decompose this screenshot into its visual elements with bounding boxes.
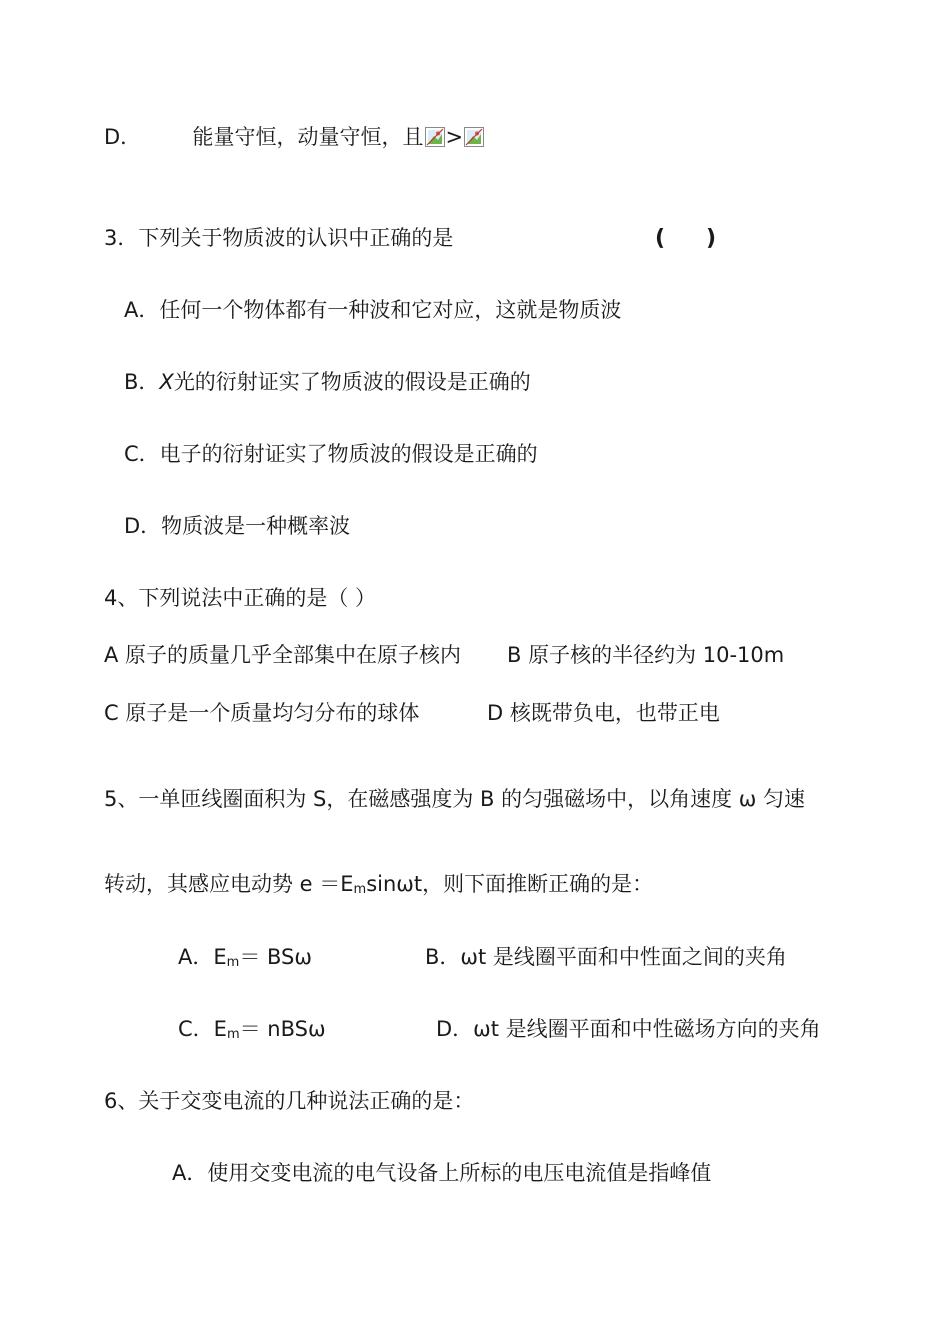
q3-option-b xyxy=(124,370,531,395)
broken-image-icon xyxy=(425,127,445,147)
q3-option-b-letter: B． xyxy=(124,370,160,394)
q6-option-a: A．使用交变电流的电气设备上所标的电压电流值是指峰值 xyxy=(172,1161,712,1185)
q2-option-d xyxy=(104,125,485,150)
q5-option-b: B．ωt 是线圈平面和中性面之间的夹角 xyxy=(425,945,787,969)
q3-option-a: A．任何一个物体都有一种波和它对应，这就是物质波 xyxy=(124,298,622,322)
q2-option-d-letter: D． xyxy=(104,125,142,149)
q5-option-c xyxy=(178,1017,326,1043)
q5-stem-line2 xyxy=(104,872,653,898)
q3-stem: 3．下列关于物质波的认识中正确的是 xyxy=(104,226,454,250)
q5-stem-line1: 5、一单匝线圈面积为 S，在磁感强度为 B 的匀强磁场中，以角速度 ω 匀速 xyxy=(104,787,806,811)
q3-option-b-text: 光的衍射证实了物质波的假设是正确的 xyxy=(173,370,531,394)
q5-option-c-sub: m xyxy=(226,1027,240,1042)
q5-option-a-b: ＝ BSω xyxy=(239,945,312,969)
q2-option-d-text: 能量守恒，动量守恒，且 xyxy=(192,125,424,149)
q4-option-b: B 原子核的半径约为 10-10m xyxy=(507,643,785,667)
q5-stem-line2-a: 转动，其感应电动势 e ＝E xyxy=(104,872,354,896)
q5-option-a-a: A．E xyxy=(178,945,227,969)
q5-stem-line2-b: sinωt，则下面推断正确的是： xyxy=(366,872,654,896)
q3-paren-close: ) xyxy=(706,226,717,251)
q5-option-c-a: C．E xyxy=(178,1017,227,1041)
q3-option-d: D．物质波是一种概率波 xyxy=(124,514,351,538)
q3-option-c: C．电子的衍射证实了物质波的假设是正确的 xyxy=(124,442,538,466)
q3-option-b-x: X xyxy=(159,370,174,394)
broken-image-icon xyxy=(464,127,484,147)
q2-option-d-gt: > xyxy=(445,125,464,149)
q5-option-a-sub: m xyxy=(226,955,240,970)
q4-option-d: D 核既带负电，也带正电 xyxy=(487,701,720,725)
q5-stem-sub: m xyxy=(353,882,367,897)
q4-option-a: A 原子的质量几乎全部集中在原子核内 xyxy=(104,643,462,667)
q5-option-d: D．ωt 是线圈平面和中性磁场方向的夹角 xyxy=(436,1017,821,1041)
q4-option-c: C 原子是一个质量均匀分布的球体 xyxy=(104,701,420,725)
q4-stem: 4、下列说法中正确的是（ ） xyxy=(104,586,377,610)
q3-paren-open: ( xyxy=(655,226,666,251)
q6-stem: 6、关于交变电流的几种说法正确的是： xyxy=(104,1089,475,1113)
q5-option-a xyxy=(178,945,312,971)
q5-option-c-b: ＝ nBSω xyxy=(239,1017,326,1041)
